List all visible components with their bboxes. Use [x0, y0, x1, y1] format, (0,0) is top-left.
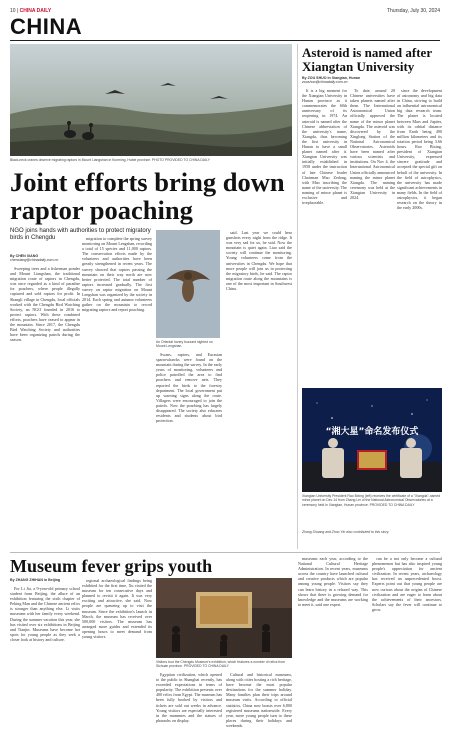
museum-column-4	[226, 672, 292, 742]
top-story-text-1: Sweeping trees and a fisherman ponder and Mount Liangshan, the traditional migration route of raptors in Chengdu, was once regarded as a kind of paradise for poachers, where people illegally captured and sold raptors for profit. In Shangli village in Chengdu, local officials worked with the Chengdu Bird Watching Society, an NGO founded in 2016 to protect raptors. With these combined efforts, poachers have ceased to appear in the mountain. Since 2017, the Chengdu Bird Watching Society and authorities have been organizing patrols during the season.	[10, 266, 80, 343]
issue-date: Thursday, July 30, 2024	[387, 8, 440, 14]
asteroid-headline: Asteroid is named after Xiangtan University	[302, 45, 432, 74]
museum-byline: By ZHANG ZHIHAN in Beijing	[10, 578, 61, 582]
top-story-text-3: Swans, raptors, and Eurasian sparrowhawks were found on the mountain during the survey. In the early years of monitoring, volunteers and police patrolled the area to find poachers and remove nets. They reported the birds to the forestry department. The local government put up warning signs along the route. Villagers were encouraged to join the patrols. Now the poaching has largely disappeared. The society also educates residents and students about bird protection.	[156, 352, 222, 424]
asteroid-email[interactable]: zoushuo@chinadaily.com.cn	[302, 80, 348, 84]
ceremony-banner-text: “湘大星”命名发布仪式	[325, 427, 419, 437]
buzzard-photo-caption: An Oriental honey buzzard sighted on Mount Lengshan.	[156, 340, 213, 349]
asteroid-text-1: It is a big moment for the Xiangtan University in Hunan province as it commemorates the 60th anniversary of its reopening in 1974. An asteroid is named after the Chinese abbreviation of the university's name, Xiangda, thus becoming the first university in Hunan to have a small planet named after it. Xiangtan University was initially established in 1958 under the instruction of late Chinese leader Chairman Mao Zedong, with Mao inscribing the name of the university. The naming of minor planet is exclusive and irreplaceable.	[302, 88, 347, 206]
asteroid-byline	[302, 76, 442, 84]
column-divider	[297, 44, 298, 549]
top-story-author: By CHEN XIANG	[10, 254, 39, 258]
museum-text-3: Egyptian civilization, which opened to the public in Shanghai recently, has exceeded expectations in terms of popularity. The exhibition presents over 400 relics from Egypt. The museum has been fully booked by visitors and tickets are sold out weeks in advance. Young visitors are especially interested in the mummies and the statues of pharaohs on display.	[156, 672, 222, 723]
asteroid-column-1	[302, 88, 347, 386]
cranes-photo	[10, 44, 292, 156]
asteroid-column-3	[397, 88, 442, 386]
asteroid-text-2: To date, around 20 Chinese universities have taken planets named after them. The International Astronomical Union officially approved the name of the minor planet Xiangda. The asteroid was discovered by the Xinglong Station of the National Astronomical Observatories. Asteroids have been named after various scientists and institutions. On Nov 4, the International Astronomical Union officially announced naming the minor planet Xiangda. The naming ceremony was held at the Xiangtan University in 2024.	[350, 88, 395, 200]
museum-text-6: can be a not only become a cultural phenomenon but has also inspired young people's appreciation for ancient civilization. In recent years, archaeology has received an unprecedented boost. Experts point out that young people are now curious about the origins of Chinese civilization and are eager to learn about the achievements of their ancestors. Scholars say the fever will continue to grow.	[372, 556, 442, 612]
page-folio: 10 | CHINA DAILY	[10, 8, 52, 14]
ceremony-photo-caption: Xiangtan University President Rao Bixing (left) receives the certificate of a "Xiangda"-named minor planet on Dec 14 from Zhang Lei of the National Astronomical Observatories at a ceremony held in Xiangtan, Hunan province. PROVIDED TO CHINA DAILY	[302, 494, 441, 507]
asteroid-column-2	[350, 88, 395, 386]
museum-headline: Museum fever grips youth	[10, 556, 213, 576]
top-story-deck: NGO joins hands with authorities to protect migratory birds in Chengdu	[10, 228, 151, 242]
museum-photo	[156, 578, 292, 658]
top-story-text-4: said. Last year we could hear gunshots every night from the ridge. It was very sad for us, he said. Now the mountain is quiet again. Liao said the society will continue the monitoring. Young volunteers come from the universities in Chengdu. We hope that more people will join us in protecting the migratory birds, he said. The raptor migration route along the mountains is one of the most important in Southwest China.	[226, 230, 292, 292]
top-story-email[interactable]: chenxiang@chinadaily.com.cn	[10, 258, 59, 262]
museum-column-6	[372, 556, 442, 742]
asteroid-author: By ZOU SHUO in Xiangtan, Hunan	[302, 76, 361, 80]
header-rule	[10, 40, 440, 41]
cranes-photo-caption: Black-neck cranes observe migrating raptors in Mount Liangshan in Kunming, Hubei province. PHOTO PROVIDED TO CHINA DAILY	[10, 158, 210, 162]
top-story-column-3	[156, 352, 222, 551]
page-number: 10	[10, 8, 16, 14]
top-story-text-2: migration to complete the spring survey monitoring on Mount Lengshan, recording a total of 15 species and 11,000 raptors. The conservation efforts made by the volunteers and authorities have been greatly strengthened in recent years. The survey showed that raptors passing the mountain on their way north are now better protected. The total number of raptors increased gradually. The first survey on raptor migration on Mount Lengshan was organized by the society in 2014. Each spring and autumn volunteers gather on the mountain to record migrating raptors and report poaching.	[82, 236, 152, 313]
top-story-column-4	[226, 230, 292, 551]
ceremony-photo	[302, 388, 442, 492]
buzzard-photo	[156, 230, 220, 338]
top-story-headline: Joint efforts bring down raptor poaching	[10, 167, 285, 225]
asteroid-text-3: since the development of astronomy and big data in China, striving to build an influential astronomical big data research team. The planet is located between Mars and Jupiter, with its orbital distance from Earth being 490 million kilometers and its rotation period being 3.66 hours. Rao Bixing, president of Xiangtan University, expressed sincere gratitude and accepted the special gift on behalf of the university. In the field of astrophysics, the university has made significant achievements in many fields. In the field of astrophysics, it began research on the theory in the early 2000s.	[397, 88, 442, 211]
top-story-column-1	[10, 266, 80, 551]
top-story-byline	[10, 254, 80, 262]
top-story-column-2	[82, 236, 152, 551]
museum-photo-caption: Visitors tour the Chengdu Museum's exhibition, which features a number of relics from Sichuan province. PROVIDED TO CHINA DAILY	[156, 660, 286, 669]
section-divider	[10, 552, 440, 553]
paper-name: CHINA DAILY	[19, 8, 52, 14]
museum-text-4: Cultural and historical museums, along with cities hosting a rich heritage, have become the most popular destinations for the summer holiday. Many families plan their trips around museum visits. According to official statistics, China now boasts over 6,800 registered museums nationwide. Every year, more young people turn to these places during their holidays and weekends.	[226, 672, 292, 728]
section-title: CHINA	[10, 14, 83, 39]
museum-text-2: regional archaeological findings being exhibited for the first time, Xu visited the museum for ten consecutive days and planned to revisit it again. It was very exciting and attractive, she said. Now people are queueing up to visit the museum. Since the exhibition's launch in March, the museum has received over 500,000 visitors. The museum has arranged more guides and extended its opening hours to meet demand from young visitors.	[82, 578, 152, 640]
museum-text-1: For Li Jia, a 9-year-old primary school student from Beijing, the allure of an exhibition featuring the sixth chapter of Peking Man and the Chinese ancient relics is stronger than anything else. Li visits museums with her family every weekend. During the summer vacation this year, she has visited over six exhibitions in Beijing and Tianjin. Museums have become hot spots for young people as they seek a closer look at history and culture.	[10, 586, 80, 642]
museum-text-5: museums each year, according to the National Cultural Heritage Administration. In recent years, museums across the country have launched cultural and creative products which are popular among young people. Visitors say they can learn history in a relaxed way. This shows that there is growing demand for knowledge and the museums are working to meet it, said one expert.	[298, 556, 368, 607]
museum-column-5	[298, 556, 368, 742]
museum-column-1	[10, 586, 80, 742]
museum-column-3	[156, 672, 222, 742]
museum-column-2	[82, 578, 152, 742]
asteroid-credit: Zhang Shuang and Zhuo Yin also contributed to this story.	[302, 530, 390, 534]
